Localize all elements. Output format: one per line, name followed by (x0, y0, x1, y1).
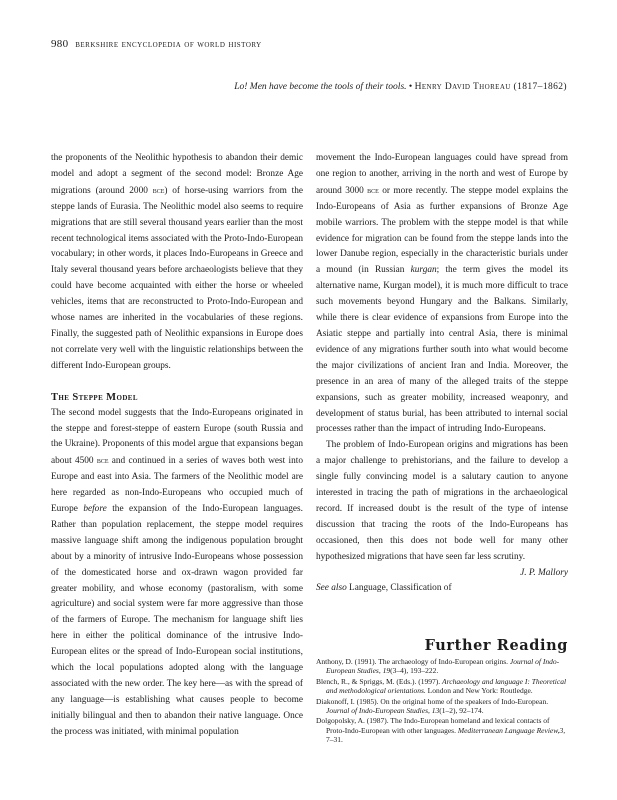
book-title: berkshire encyclopedia of world history (75, 39, 262, 50)
epigraph-quote: Lo! Men have become the tools of their tools. (234, 82, 407, 92)
epigraph-separator: • (406, 82, 415, 92)
page-number: 980 (51, 38, 69, 50)
reference-list (316, 657, 568, 746)
paragraph: The second model suggests that the Indo-Europeans originated in the steppe and forest-steppe of eastern Europe (south Russia and the Ukraine). Proponents of this model argue that expansions began about 4500 bce and continued in a series of waves both west into Europe and east into Asia. The farmers of the Neolithic model are here regarded as non-Indo-Europeans who occupied much of Europe before the expansion of the Indo-European languages. Rather than population replacement, the steppe model requires massive language shift among the indigenous population brought about by a minority of intrusive Indo-Europeans whose possession of the domesticated horse and ox-drawn wagon provided far greater mobility, and whose economy (pastoralism, with some agriculture) and social system were far more aggressive than those of the farmers of Europe. The mechanism for language shift lies here in either the political dominance of the intrusive Indo-European elites or the spread of Indo-European social institutions, which the local populations adopted along with the language associated with the new order. The key here—as with the spread of any language—is establishing what causes people to become initially bilingual and then to abandon their native language. Once the process was initiated, with minimal population (51, 407, 304, 737)
epigraph (234, 82, 567, 92)
reference-item: Dolgopolsky, A. (1987). The Indo-European homeland and lexical contacts of Proto-Indo-European with other languages. Mediterranean Language Review,3, 7–31. (316, 716, 566, 745)
left-column (51, 151, 303, 741)
right-column (316, 151, 568, 597)
reference-item: Blench, R., & Spriggs, M. (Eds.). (1997). Archaeology and language I: Theoretical and methodological orientations. London and New York: Routledge. (316, 676, 567, 696)
paragraph: The problem of Indo-European origins and migrations has been a major challenge to prehistorians, and the failure to develop a single fully convincing model is a salutary caution to anyone interested in tracing the path of migrations in the archaeological record. If increased doubt is the result of the type of intense discussion that tracing the roots of the Indo-Europeans has occasioned, then this does not bode well for many other hypothesized migrations that have seen far less scrutiny. (316, 440, 568, 562)
reference-item: Anthony, D. (1991). The archaeology of Indo-European origins. Journal of Indo-European Studies, 19(3–4), 193–222. (316, 657, 560, 676)
reference-item: Diakonoff, I. (1985). On the original home of the speakers of Indo-European. Journal of Indo-European Studies, 13(1–2), 92–174. (316, 696, 549, 716)
paragraph: movement the Indo-European languages could have spread from one region to another, arriving in the north and west of Europe by around 3000 bce or more recently. The steppe model explains the Indo-Europeans of Asia as further expansions of Bronze Age mobile warriors. The problem with the steppe model is that while evidence for migration can be found from the steppe lands into the lower Danube region, especially in the characteristic burials under a mound (in Russian kurgan; the term gives the model its alternative name, Kurgan model), it is much more difficult to trace such movements beyond Hungary and the Balkans. Similarly, while there is clear evidence of expansions from Europe into the Asiatic steppe and partially into central Asia, there is minimal evidence of any migrations further south into what would become the major civilizations of ancient Iran and India. Moreover, the presence in an area of many of the alleged traits of the steppe expansions, such as greater mobility, increased weaponry, and development of status burial, has been attributed to internal social processes rather than the impact of intruding Indo-Europeans. (316, 153, 568, 435)
epigraph-attribution: Henry David Thoreau (1817–1862) (414, 82, 567, 92)
see-also-link[interactable]: Language, Classification of (346, 583, 452, 594)
paragraph: the proponents of the Neolithic hypothesis to abandon their demic model and adopt a segment of the second model: Bronze Age migrations (around 2000 bce) of horse-using warriors from the steppe lands of Eurasia. The Neolithic model also seems to require migrations that are still several thousand years earlier than the most recent technological items associated with the Proto-Indo-European vocabulary; in other words, it places Indo-Europeans in Greece and Italy several thousand years before archaeologists believe that they could have become acquainted with either the horse or wheeled vehicles, items that are reconstructed to Proto-Indo-European and whose names are inherited in the vocabularies of these regions. Finally, the suggested path of Neolithic expansions in Europe does not correlate very well with the linguistic relationships between the different Indo-European groups. (51, 153, 303, 371)
author-byline: J. P. Mallory (520, 567, 568, 578)
running-header (51, 38, 262, 50)
see-also (316, 581, 568, 597)
section-heading: The Steppe Model (51, 391, 138, 403)
see-also-label: See also (316, 583, 347, 594)
further-reading-heading: Further Reading (424, 637, 568, 654)
